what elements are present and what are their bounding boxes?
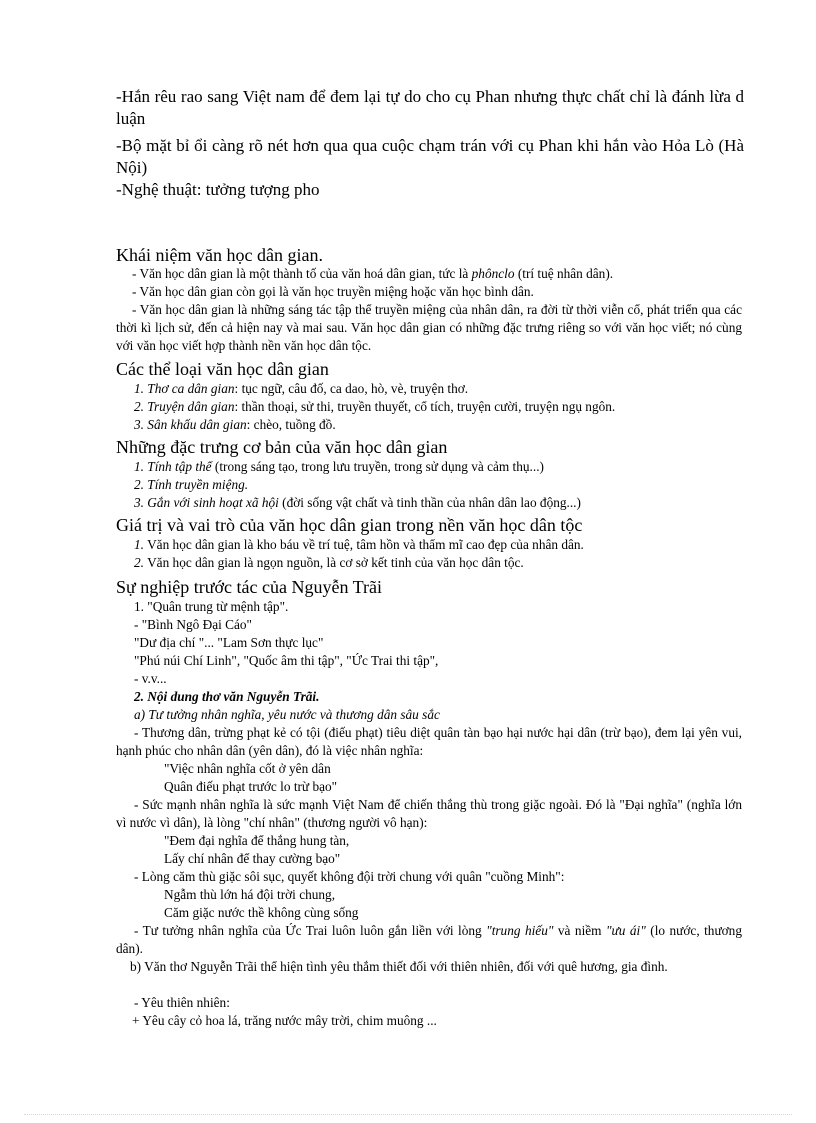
s2-item-2: 2. Truyện dân gian: thần thoại, sử thi, truyền thuyết, cổ tích, truyện cười, truyện ngụ ngôn.	[134, 399, 616, 414]
s5-paragraph-5: b) Văn thơ Nguyễn Trãi thể hiện tình yêu thắm thiết đối với thiên nhiên, đối với quê hương, gia đình.	[130, 959, 668, 974]
quote-line-5: Ngẫm thù lớn há đội trời chung,	[164, 887, 336, 902]
quote-line-6: Căm giặc nước thề không cùng sống	[164, 905, 359, 920]
s5-line-3: "Dư địa chí "... "Lam Sơn thực lục"	[134, 635, 324, 650]
s4-item-2: 2. Văn học dân gian là ngọn nguồn, là cơ sở kết tinh của văn học dân tộc.	[134, 555, 524, 570]
heading-the-loai: Các thể loại văn học dân gian	[116, 359, 329, 379]
s5-line-1: 1. "Quân trung từ mệnh tập".	[134, 599, 289, 614]
s5-paragraph-3: - Lòng căm thù giặc sôi sục, quyết không đội trời chung với quân "cuồng Minh":	[134, 869, 565, 884]
s5-paragraph-1: - Thương dân, trừng phạt kẻ có tội (điếu phạt) tiêu diệt quân tàn bạo hại nước hại dân (trừ bạo), đem lại yên vui, hạnh phúc cho nhân dân (yên dân), đó là việc nhân nghĩa:	[116, 725, 742, 758]
s3-item-2: 2. Tính truyền miệng.	[134, 477, 249, 492]
intro-paragraph-3: -Nghệ thuật: tưởng tượng pho	[116, 180, 320, 199]
heading-su-nghiep: Sự nghiệp trước tác của Nguyễn Trãi	[116, 577, 382, 597]
s3-item-1: 1. Tính tập thể (trong sáng tạo, trong lưu truyền, trong sử dụng và cảm thụ...)	[134, 459, 544, 474]
s5-paragraph-2: - Sức mạnh nhân nghĩa là sức mạnh Việt Nam để chiến thắng thù trong giặc ngoài. Đó là "Đại nghĩa" (nghĩa lớn vì nước vì dân), là lòng "chí nhân" (thương người vô hạn):	[116, 797, 742, 830]
quote-line-2: Quân điếu phạt trước lo trừ bạo"	[164, 779, 338, 794]
heading-khai-niem: Khái niệm văn học dân gian.	[116, 245, 323, 265]
s1-paragraph-3: - Văn học dân gian là những sáng tác tập thể truyền miệng của nhân dân, ra đời từ thời viễn cổ, phát triển qua các thời kì lịch sử, đến cả hiện nay và mai sau. Văn học dân gian có những đặc trưng riêng so với văn học viết; nó cùng với văn học viết hợp thành nền văn học dân tộc.	[116, 302, 742, 353]
s3-item-3: 3. Gắn với sinh hoạt xã hội (đời sống vật chất và tinh thần của nhân dân lao động...)	[134, 495, 581, 510]
s5-subheading-a: a) Tư tưởng nhân nghĩa, yêu nước và thương dân sâu sắc	[134, 707, 440, 722]
intro-paragraph-2: -Bộ mặt bỉ ổi càng rõ nét hơn qua qua cuộc chạm trán với cụ Phan khi hắn vào Hỏa Lò (Hà Nội)	[116, 136, 744, 177]
heading-dac-trung: Những đặc trưng cơ bản của văn học dân gian	[116, 437, 448, 457]
page-bottom-border	[24, 1114, 792, 1115]
s4-item-1: 1. Văn học dân gian là kho báu về trí tuệ, tâm hồn và thẩm mĩ cao đẹp của nhân dân.	[134, 537, 584, 552]
s5-line-4: "Phú núi Chí Linh", "Quốc âm thi tập", "Ức Trai thi tập",	[134, 653, 439, 668]
s5-line-2: - "Bình Ngô Đại Cáo"	[134, 617, 252, 632]
s5-line-5: - v.v...	[134, 671, 167, 686]
quote-line-4: Lấy chí nhân để thay cường bạo"	[164, 851, 341, 866]
s5-subheading-2: 2. Nội dung thơ văn Nguyễn Trãi.	[134, 689, 320, 704]
quote-line-3: "Đem đại nghĩa để thắng hung tàn,	[164, 833, 350, 848]
intro-paragraph-1: -Hắn rêu rao sang Việt nam để đem lại tự do cho cụ Phan nhưng thực chất chỉ là đánh lừa d luận	[116, 87, 744, 128]
s1-line-2: - Văn học dân gian còn gọi là văn học truyền miệng hoặc văn học bình dân.	[132, 284, 534, 299]
s1-line-1: - Văn học dân gian là một thành tố của văn hoá dân gian, tức là phônclo (trí tuệ nhân dân).	[132, 266, 614, 281]
s5-line-yeu-cay-co: + Yêu cây cỏ hoa lá, trăng nước mây trời, chim muông ...	[132, 1013, 437, 1028]
s2-item-3: 3. Sân khấu dân gian: chèo, tuồng đồ.	[134, 417, 336, 432]
heading-gia-tri: Giá trị và vai trò của văn học dân gian trong nền văn học dân tộc	[116, 515, 583, 535]
s5-line-yeu-thien-nhien: - Yêu thiên nhiên:	[134, 995, 230, 1010]
quote-line-1: "Việc nhân nghĩa cốt ở yên dân	[164, 761, 331, 776]
s5-paragraph-4: - Tư tưởng nhân nghĩa của Ức Trai luôn luôn gắn liền với lòng "trung hiếu" và niềm "ưu ái" (lo nước, thương dân).	[116, 923, 742, 956]
s2-item-1: 1. Thơ ca dân gian: tục ngữ, câu đố, ca dao, hò, vè, truyện thơ.	[134, 381, 469, 396]
